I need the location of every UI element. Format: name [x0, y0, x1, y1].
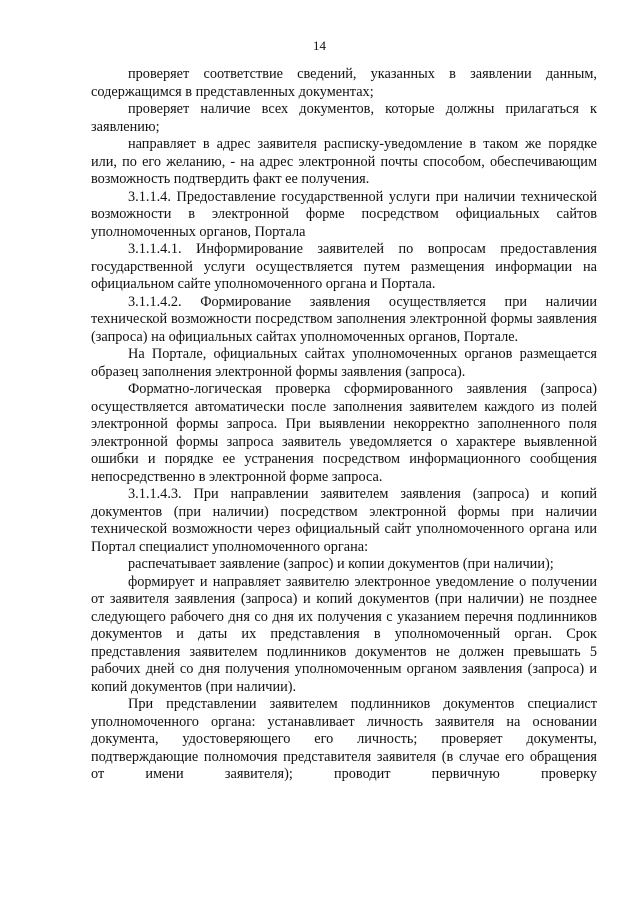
paragraph: 3.1.1.4.1. Информирование заявителей по вопросам предоставления государственной услуги осуществляется путем размещения информации на официальном сайте уполномоченного органа и Портала.	[91, 241, 597, 292]
paragraph: При представлении заявителем подлинников документов специалист уполномоченного органа: устанавливает личность заявителя на основании документа, удостоверяющего его личность; проверяет документы, подтверждающие полномочия представителя заявителя (в случае его обращения от имени заявителя); проводит первичную проверку	[91, 696, 597, 782]
paragraph: направляет в адрес заявителя расписку-уведомление в таком же порядке или, по его желанию, - на адрес электронной почты способом, обеспечивающим возможность подтвердить факт ее получения.	[91, 136, 597, 187]
document-body	[91, 66, 597, 784]
paragraph: формирует и направляет заявителю электронное уведомление о получении от заявителя заявления (запроса) и копий документов (при наличии) не позднее следующего рабочего дня со дня их получения с указанием перечня подлинников документов и даты их представления в уполномоченный орган. Срок представления заявителем подлинников документов не должен превышать 5 рабочих дней со дня получения уполномоченным органом заявления (запроса) и копий документов (при наличии).	[91, 573, 597, 695]
section-heading: 3.1.1.4. Предоставление государственной услуги при наличии технической возможности в электронной форме посредством официальных сайтов уполномоченных органов, Портала	[91, 188, 597, 240]
paragraph: распечатывает заявление (запрос) и копии документов (при наличии);	[128, 556, 554, 572]
paragraph: проверяет наличие всех документов, которые должны прилагаться к заявлению;	[91, 101, 597, 135]
paragraph: проверяет соответствие сведений, указанных в заявлении данным, содержащимся в представленных документах;	[91, 66, 597, 100]
paragraph: На Портале, официальных сайтах уполномоченных органов размещается образец заполнения электронной формы заявления (запроса).	[91, 346, 597, 380]
page-number: 14	[313, 38, 326, 53]
paragraph: 3.1.1.4.3. При направлении заявителем заявления (запроса) и копий документов (при наличии) посредством электронной формы при наличии технической возможности через официальный сайт уполномоченного органа или Портал специалист уполномоченного органа:	[91, 486, 597, 555]
paragraph: Форматно-логическая проверка сформированного заявления (запроса) осуществляется автоматически после заполнения заявителем каждого из полей электронной формы запроса. При выявлении некорректно заполненного поля электронной формы запроса заявитель уведомляется о характере выявленной ошибки и порядке ее устранения посредством информационного сообщения непосредственно в электронной форме запроса.	[91, 381, 597, 485]
paragraph: 3.1.1.4.2. Формирование заявления осуществляется при наличии технической возможности посредством заполнения электронной формы заявления (запроса) на официальных сайтах уполномоченных органов, Портале.	[91, 293, 597, 345]
